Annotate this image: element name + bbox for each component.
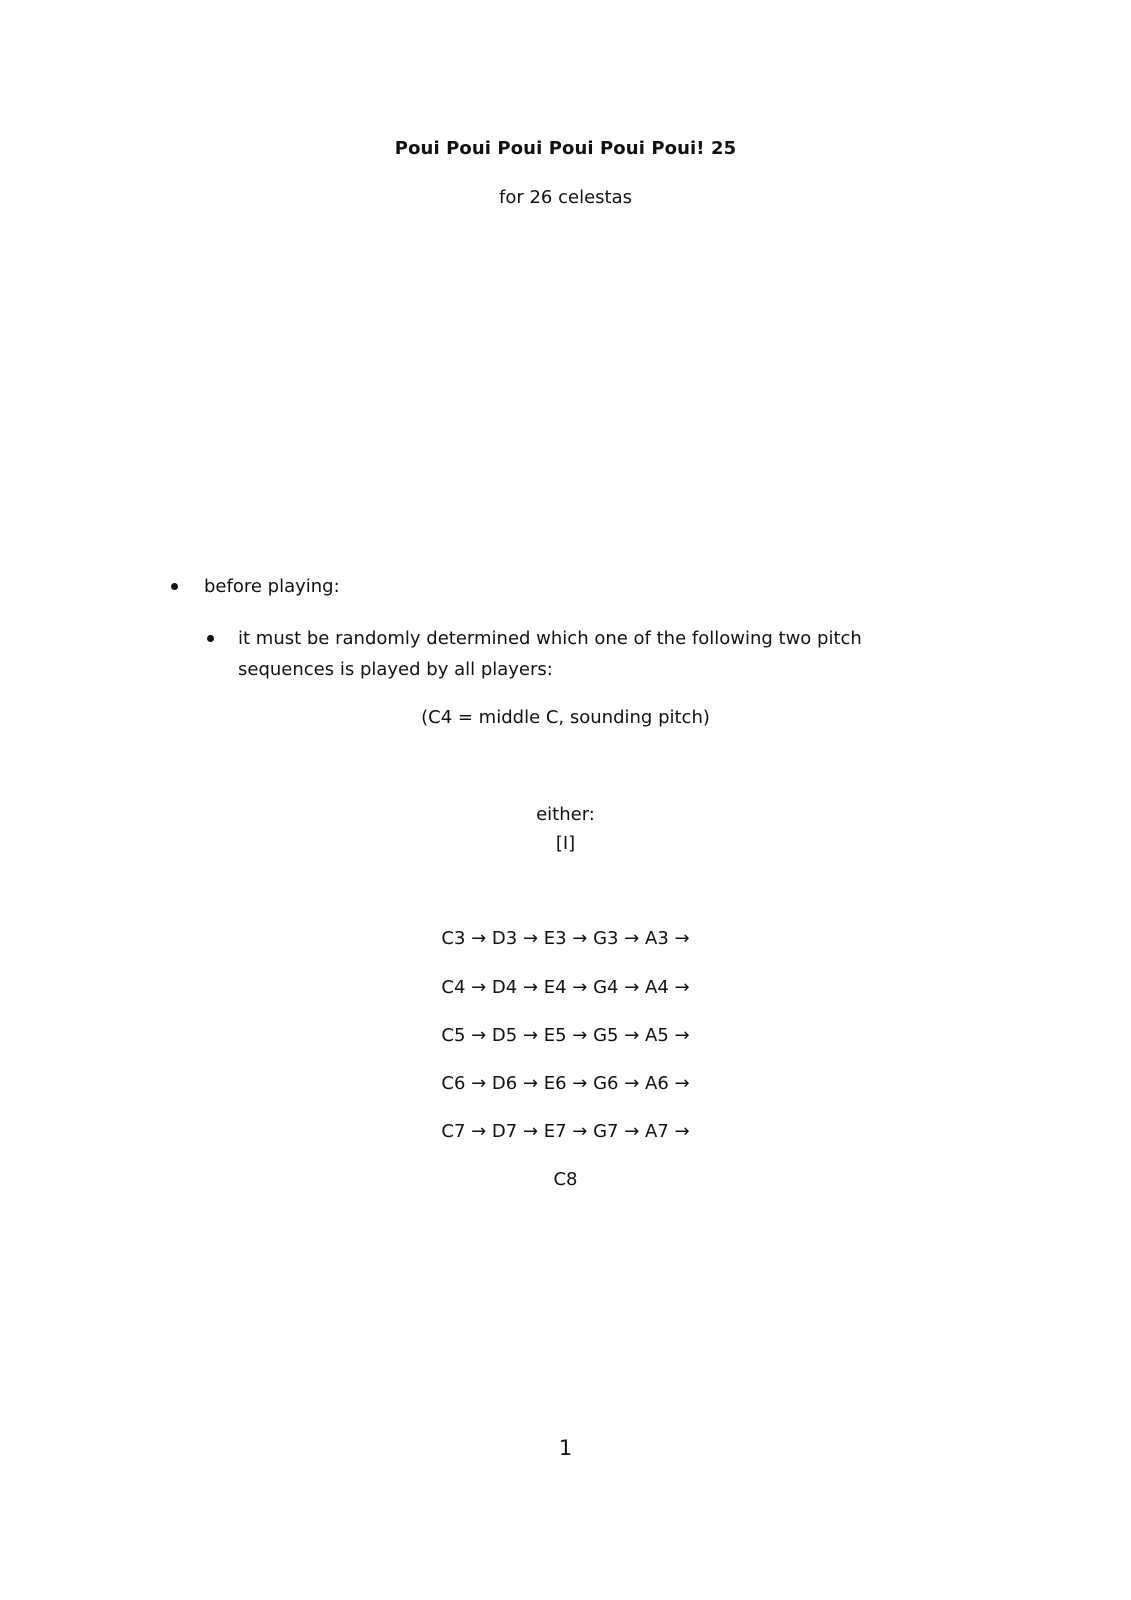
sequence-row-c7: C7 → D7 → E7 → G7 → A7 → — [441, 1121, 690, 1142]
page-number: 1 — [558, 1436, 573, 1460]
bullet-random-determination: it must be randomly determined which one of the following two pitch sequences is played by all players: — [238, 628, 862, 680]
sequence-row-c4: C4 → D4 → E4 → G4 → A4 → — [441, 977, 690, 998]
bullet-icon — [171, 583, 178, 590]
document-subtitle: for 26 celestas — [499, 187, 632, 208]
sequence-row-c3: C3 → D3 → E3 → G3 → A3 → — [441, 928, 690, 949]
document-title: Poui Poui Poui Poui Poui Poui! 25 — [394, 138, 737, 159]
sequence-row-c8: C8 — [553, 1169, 578, 1190]
sequence-row-c5: C5 → D5 → E5 → G5 → A5 → — [441, 1025, 690, 1046]
bullet-icon — [207, 635, 214, 642]
bullet-before-playing: before playing: — [204, 576, 340, 597]
pitch-note: (C4 = middle C, sounding pitch) — [421, 707, 710, 728]
sequence-row-c6: C6 → D6 → E6 → G6 → A6 → — [441, 1073, 690, 1094]
either-label: either: — [536, 804, 595, 825]
option-marker: [I] — [555, 833, 576, 854]
